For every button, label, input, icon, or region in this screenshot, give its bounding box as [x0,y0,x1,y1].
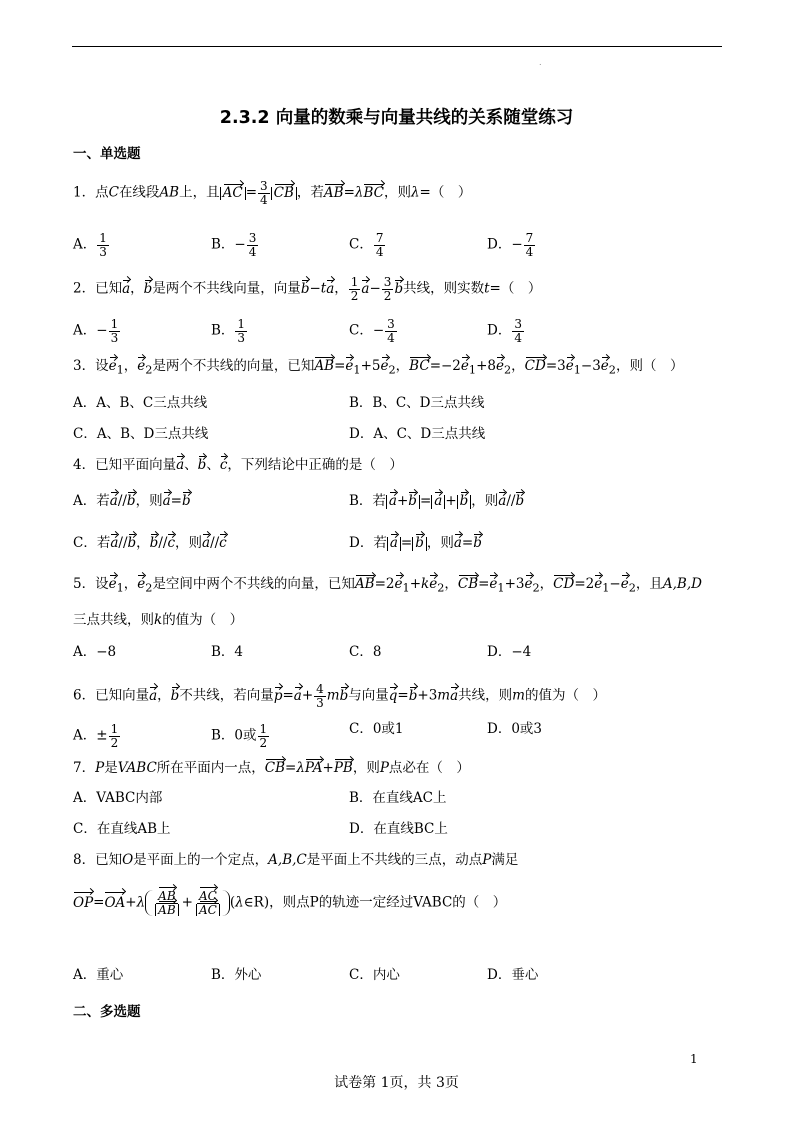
q4-option-d[interactable]: D．若 a = b ，则a=b [349,535,482,551]
question-5-cont: 三点共线，则k的值为（ ） [73,612,244,628]
q6-option-d[interactable]: D．0或3 [487,721,543,737]
q7-option-d[interactable]: D．在直线BC上 [349,821,448,837]
q4-option-b[interactable]: B．若 a+b = a + b ，则a//b [349,493,525,509]
q5-option-d[interactable]: D．−4 [487,644,532,660]
question-5: 5．设$e_1$，$e_2$是空间中两个不共线的向量，已知$AB=2e_1+ke_2$，$CB=e_1+3e_2$，$CD=2e_1-e_2$，且A,B,D [73,576,702,595]
question-3: 3．设$e_1$，$e_2$是两个不共线的向量，已知$AB=e_1+5e_2$，$BC=-2e_1+8e_2$，$CD=3e_1-3e_2$，则（ ） [73,358,684,377]
q5-option-c[interactable]: C．8 [349,644,382,660]
q3-option-d[interactable]: D．A、C、D三点共线 [349,426,486,442]
q7-option-a[interactable]: A．VABC内部 [73,790,163,806]
q6-option-b[interactable]: B．0或 $\frac{1}{2}$ [211,722,268,750]
section-single-choice: 一、单选题 [73,146,141,162]
question-2: 2．已知a，b是两个不共线向量，向量b−ta， $\frac{1}{2}$ a− $\frac{3}{2}$ b共线，则实数t=（ ） [73,275,542,303]
q4-option-a[interactable]: A．若a//b，则a=b [73,493,191,509]
q8-option-a[interactable]: A．重心 [73,967,124,983]
q4-option-c[interactable]: C．若a//b，b//c，则a//c [73,535,227,551]
question-8-formula: OP=OA+λ $\frac{AB}{AB}$ + $\frac{AC}{AC}$ (λ∈R)，则点P的轨迹一定经过VABC的（ ） [73,889,507,917]
q3-option-c[interactable]: C．A、B、D三点共线 [73,426,209,442]
q5-option-a[interactable]: A．−8 [73,644,117,660]
q8-option-d[interactable]: D．垂心 [487,967,539,983]
question-8: 8．已知O是平面上的一个定点，A,B,C是平面上不共线的三点，动点P满足 [73,852,519,868]
q8-option-c[interactable]: C．内心 [349,967,400,983]
question-6: 6．已知向量a，b不共线，若向量p=a+ $\frac{4}{3}$ mb与向量q=b+3ma共线，则m的值为（ ） [73,682,606,710]
q3-option-a[interactable]: A．A、B、C三点共线 [73,395,208,411]
q2-option-d[interactable]: D． $\frac{3}{4}$ [487,317,522,345]
section-multi-choice: 二、多选题 [73,1004,141,1020]
question-1: 1．点C在线段AB上，且 AC = $\frac{3}{4}$ CB ，若AB=λBC，则λ=（ ） [73,179,472,207]
q7-option-b[interactable]: B．在直线AC上 [349,790,447,806]
q5-option-b[interactable]: B．4 [211,644,244,660]
q3-option-b[interactable]: B．B、C、D三点共线 [349,395,485,411]
page-title: 2.3.2 向量的数乘与向量共线的关系随堂练习 [219,108,574,128]
question-7: 7．P是VABC所在平面内一点，CB=λPA+PB，则P点必在（ ） [73,760,470,776]
q1-option-c[interactable]: C． $\frac{7}{4}$ [349,231,384,259]
header-rule [72,46,722,47]
q6-option-c[interactable]: C．0或1 [349,721,404,737]
q7-option-c[interactable]: C．在直线AB上 [73,821,171,837]
q1-option-d[interactable]: D．− $\frac{7}{4}$ [487,231,534,259]
q8-option-b[interactable]: B．外心 [211,967,262,983]
q1-option-b[interactable]: B．− $\frac{3}{4}$ [211,231,257,259]
q2-option-a[interactable]: A．− $\frac{1}{3}$ [73,317,119,345]
q2-option-c[interactable]: C．− $\frac{3}{4}$ [349,317,395,345]
page-footer: 试卷第 1页，共 3页 [334,1075,459,1091]
q1-option-a[interactable]: A． $\frac{1}{3}$ [73,231,107,259]
q6-option-a[interactable]: A．± $\frac{1}{2}$ [73,722,119,750]
page-number: 1 [690,1052,698,1066]
question-4: 4．已知平面向量a、b、c，下列结论中正确的是（ ） [73,457,403,473]
q2-option-b[interactable]: B． $\frac{1}{3}$ [211,317,246,345]
header-mark: . [539,58,542,67]
